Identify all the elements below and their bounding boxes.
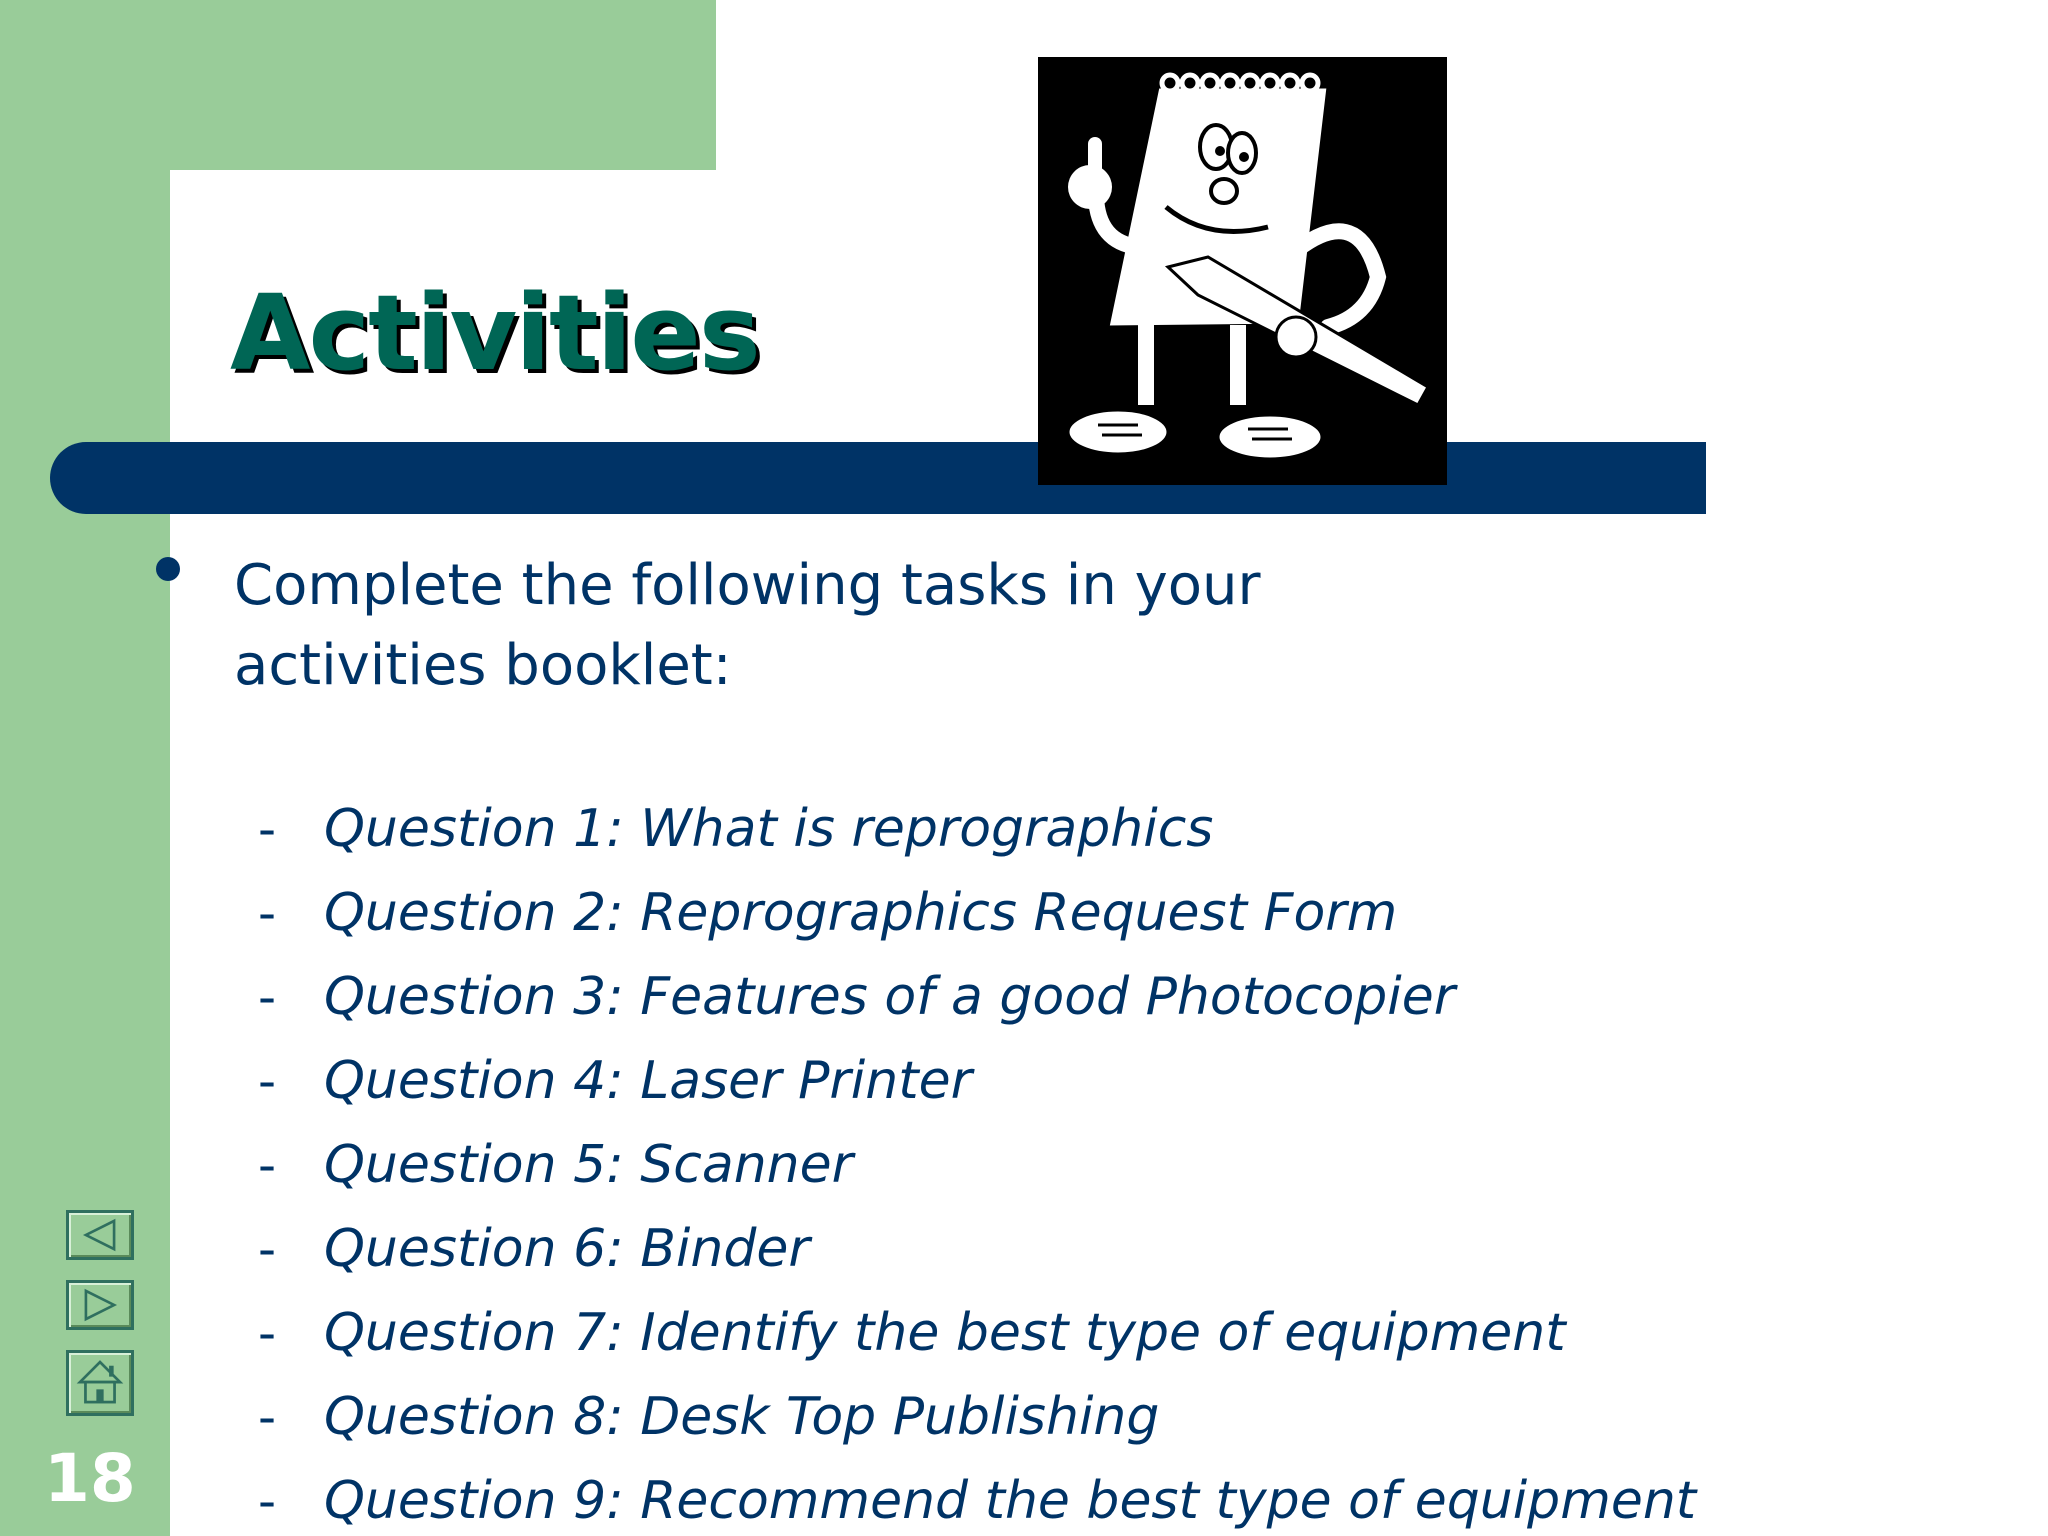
slide-title: Activities bbox=[230, 272, 759, 394]
intro-text: Complete the following tasks in your activities booklet: bbox=[234, 553, 1261, 698]
next-slide-button[interactable] bbox=[66, 1280, 134, 1330]
question-text: Question 8: Desk Top Publishing bbox=[324, 1387, 1160, 1447]
notepad-character-clipart bbox=[1038, 57, 1447, 485]
question-text: Question 5: Scanner bbox=[324, 1135, 853, 1195]
question-text: Question 1: What is reprographics bbox=[324, 799, 1214, 859]
question-text: Question 4: Laser Printer bbox=[324, 1051, 972, 1111]
slide-number: 18 bbox=[44, 1440, 136, 1517]
question-text: Question 6: Binder bbox=[324, 1219, 810, 1279]
home-button[interactable] bbox=[66, 1350, 134, 1416]
triangle-right-icon bbox=[69, 1283, 131, 1327]
dash-marker: - bbox=[258, 800, 277, 858]
dash-marker: - bbox=[258, 1388, 277, 1446]
dash-marker: - bbox=[258, 968, 277, 1026]
question-text: Question 7: Identify the best type of equipment bbox=[324, 1303, 1566, 1363]
question-text: Question 2: Reprographics Request Form bbox=[324, 883, 1398, 943]
question-text: Question 9: Recommend the best type of equipment bbox=[324, 1471, 1697, 1531]
dash-marker: - bbox=[258, 1472, 277, 1530]
dash-marker: - bbox=[258, 1220, 277, 1278]
dash-marker: - bbox=[258, 1304, 277, 1362]
dash-marker: - bbox=[258, 1136, 277, 1194]
bullet-icon bbox=[156, 557, 180, 581]
house-icon bbox=[69, 1353, 131, 1413]
dash-marker: - bbox=[258, 1052, 277, 1110]
notepad-character-icon bbox=[1038, 57, 1447, 485]
dash-marker: - bbox=[258, 884, 277, 942]
question-text: Question 3: Features of a good Photocopier bbox=[324, 967, 1456, 1027]
triangle-left-icon bbox=[69, 1213, 131, 1257]
previous-slide-button[interactable] bbox=[66, 1210, 134, 1260]
